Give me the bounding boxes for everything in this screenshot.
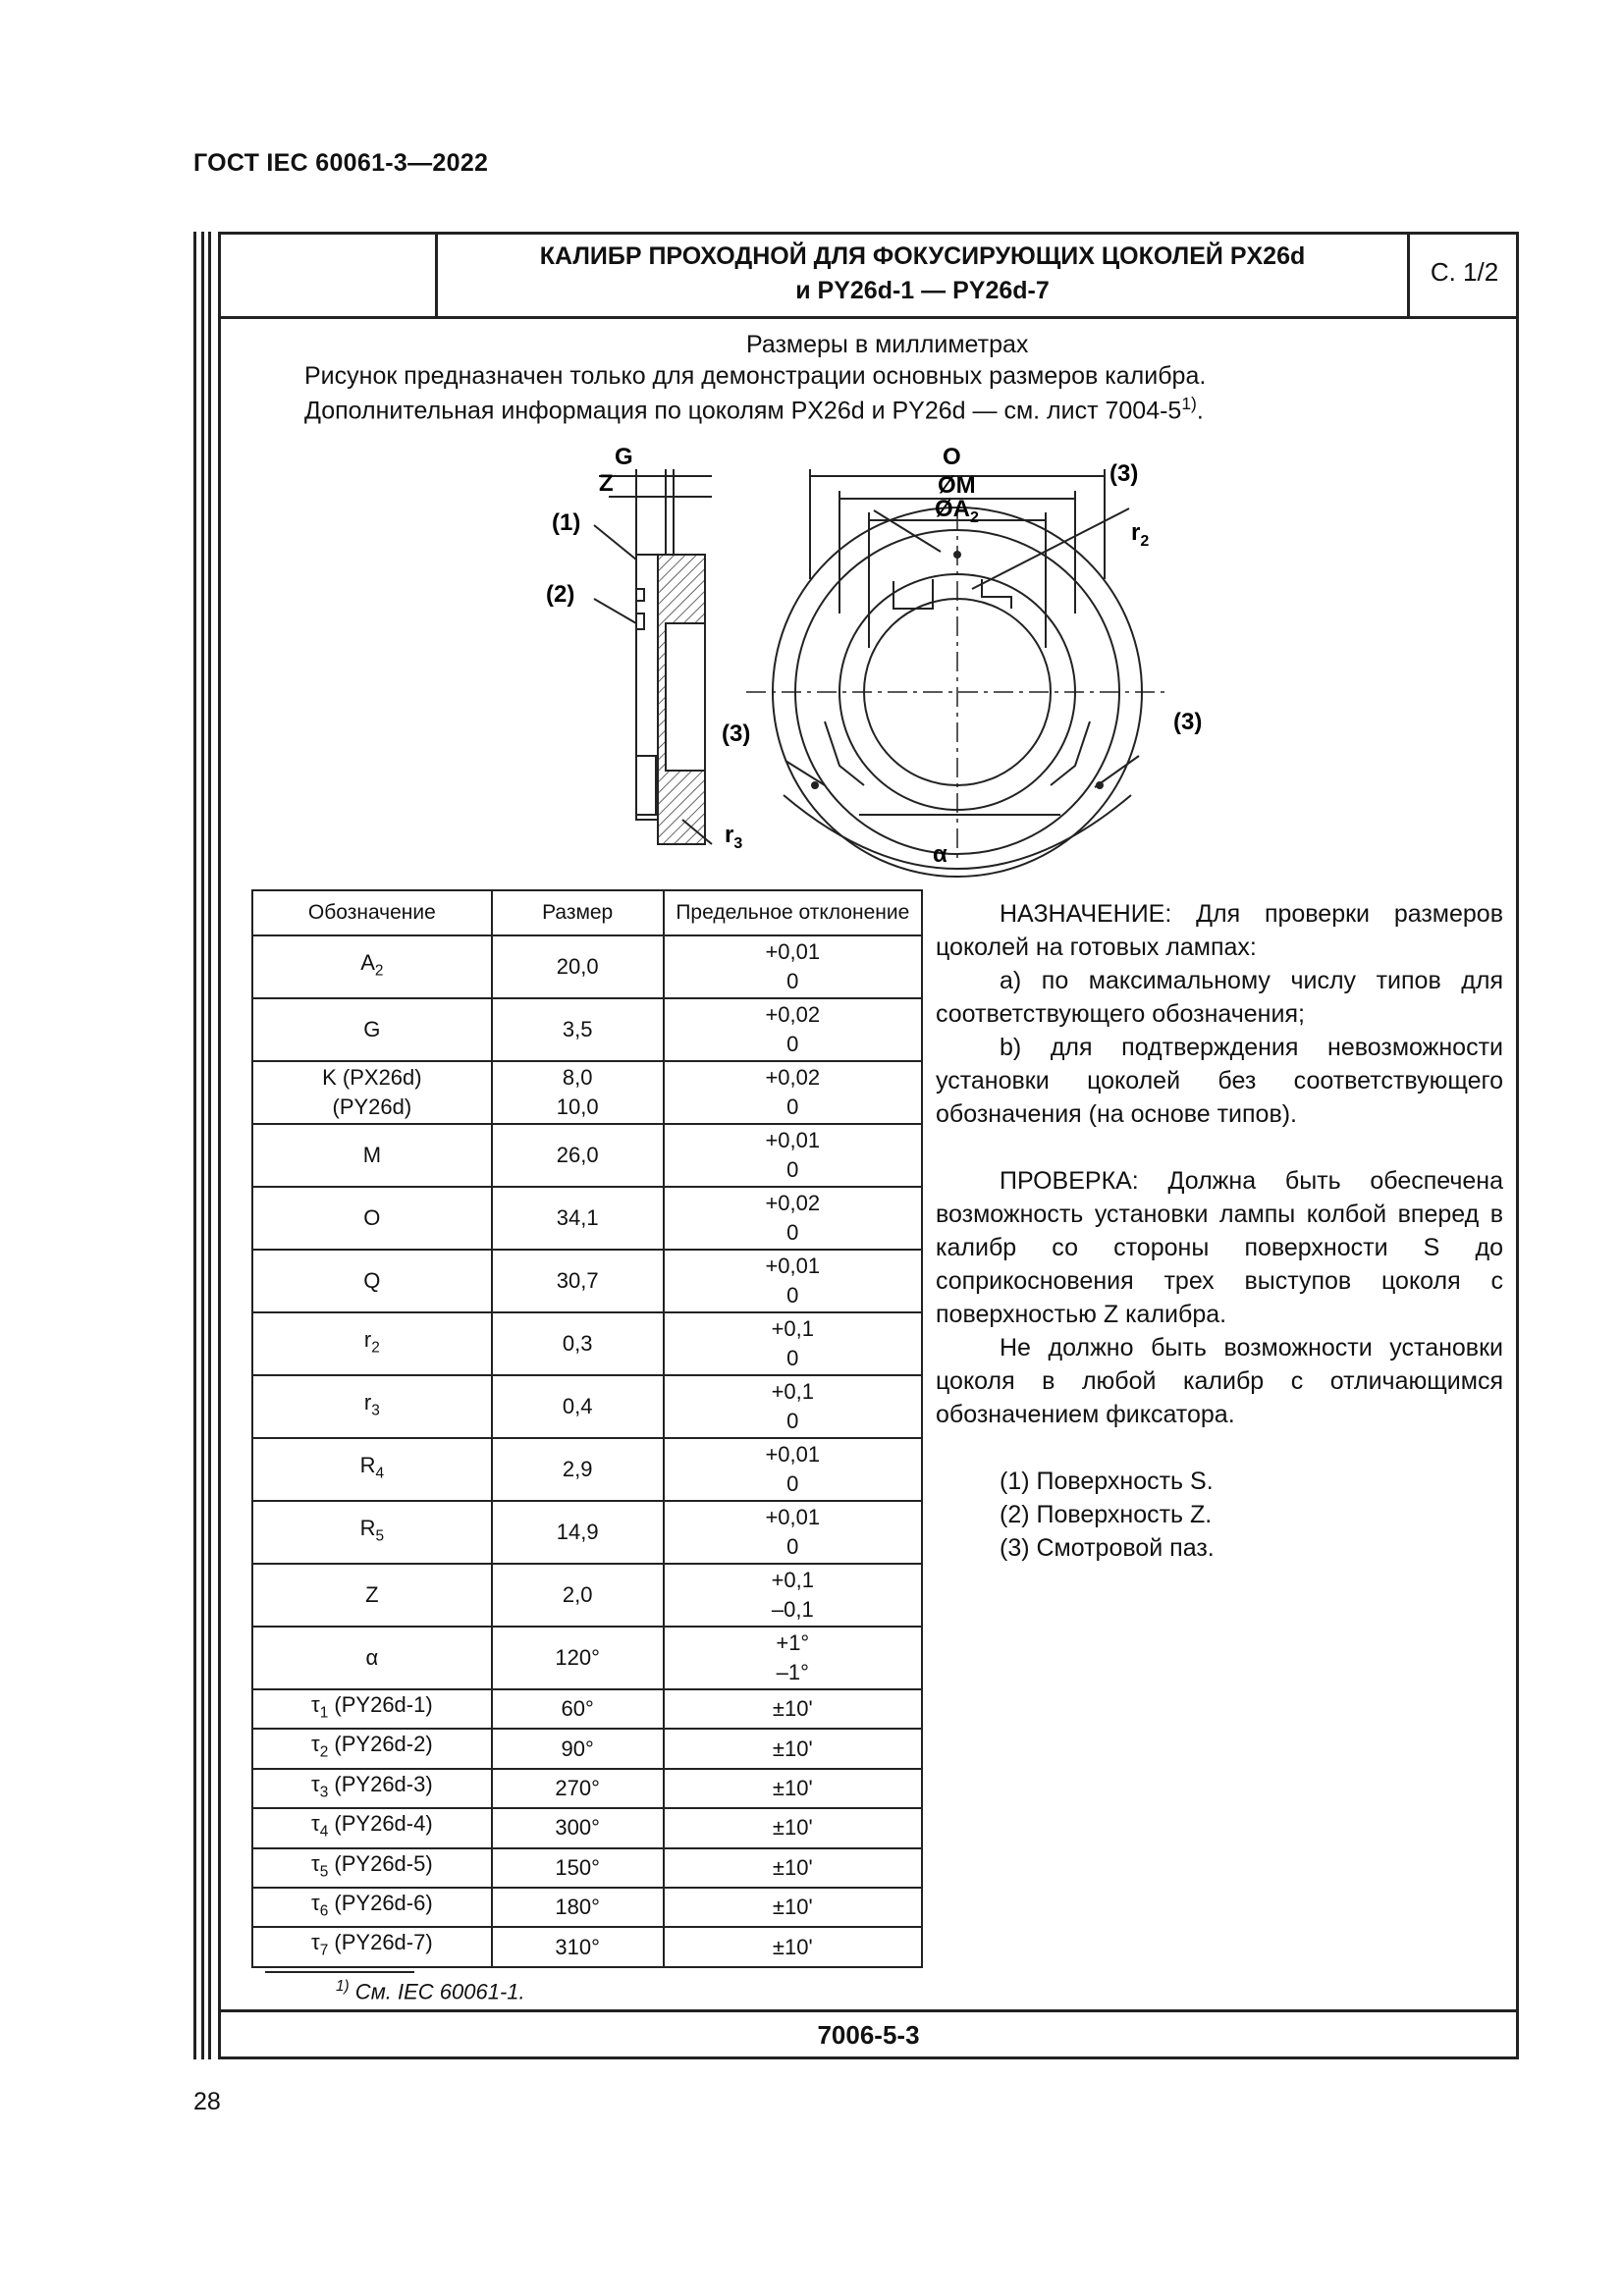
size-cell: 26,0	[492, 1124, 664, 1187]
sheet-page: С. 1/2	[1430, 257, 1499, 287]
label-O: O	[943, 444, 961, 470]
label-Z: Z	[599, 470, 614, 497]
size-cell: 90°	[492, 1729, 664, 1768]
header-divider	[218, 316, 1519, 319]
table-row	[252, 1848, 922, 1888]
side-view	[594, 469, 712, 844]
tolerance-cell: +0,01 0	[664, 1124, 922, 1187]
footnote: $^{1)}$ См. IEC 60061-1.	[336, 1978, 525, 2004]
designation-cell: $\tau_4$ (PY26d-4)	[252, 1808, 492, 1847]
table-row	[252, 1375, 922, 1438]
designation-cell: $\tau_6$ (PY26d-6)	[252, 1888, 492, 1927]
sheet-title-line: и PY26d-1 — PY26d-7	[795, 277, 1050, 304]
tolerance-cell: +0,02 0	[664, 998, 922, 1061]
size-cell: 120°	[492, 1627, 664, 1689]
table-row	[252, 1627, 922, 1689]
footer-divider	[218, 2009, 1519, 2012]
designation-cell: $\tau_2$ (PY26d-2)	[252, 1729, 492, 1768]
label-3: (3)	[1109, 460, 1139, 487]
units-note: Размеры в миллиметрах	[746, 331, 1029, 358]
tolerance-cell: ±10'	[664, 1888, 922, 1927]
designation-cell: $A_2$	[252, 935, 492, 998]
designation-cell: $\tau_7$ (PY26d-7)	[252, 1927, 492, 1966]
label-3: (3)	[1173, 709, 1203, 735]
table-row	[252, 1808, 922, 1847]
table-row	[252, 1312, 922, 1375]
document-title: ГОСТ IEC 60061-3—2022	[193, 149, 489, 177]
designation-cell: $\tau_5$ (PY26d-5)	[252, 1848, 492, 1888]
table-row	[252, 998, 922, 1061]
tolerance-cell: +1° –1°	[664, 1627, 922, 1689]
designation-cell: Z	[252, 1564, 492, 1627]
page-number: 28	[193, 2088, 221, 2115]
size-cell: 150°	[492, 1848, 664, 1888]
intro-line: Дополнительная информация по цоколям PX26d и PY26d — см. лист 7004-5$^{1)}$.	[304, 394, 1204, 425]
size-cell: 300°	[492, 1808, 664, 1847]
col-header: Размер	[492, 890, 664, 935]
table-row	[252, 1438, 922, 1501]
intro-line: Рисунок предназначен только для демонстрации основных размеров калибра.	[304, 362, 1207, 390]
note-item: (2) Поверхность Z.	[1000, 1501, 1213, 1528]
table-row	[252, 1927, 922, 1966]
size-cell: 3,5	[492, 998, 664, 1061]
label-M: ØM	[938, 472, 976, 499]
marker-dot	[1096, 781, 1104, 789]
col-header: Предельное отклонение	[664, 890, 922, 935]
size-cell: 0,3	[492, 1312, 664, 1375]
tolerance-cell: +0,02 0	[664, 1187, 922, 1250]
label-r2: $r_2$	[1131, 519, 1150, 550]
table-row	[252, 1124, 922, 1187]
designation-cell: Q	[252, 1250, 492, 1312]
tolerance-cell: ±10'	[664, 1689, 922, 1729]
table-row	[252, 1187, 922, 1250]
label-A2: $ØA_2$	[935, 496, 979, 526]
col-header: Обозначение	[252, 890, 492, 935]
size-cell: 0,4	[492, 1375, 664, 1438]
sheet-title	[438, 240, 1407, 308]
tolerance-cell: ±10'	[664, 1769, 922, 1808]
margin-rule	[208, 232, 211, 2059]
dimensions-table	[251, 889, 923, 1968]
size-cell: 14,9	[492, 1501, 664, 1564]
tolerance-cell: ±10'	[664, 1729, 922, 1768]
table-row	[252, 1250, 922, 1312]
size-cell: 20,0	[492, 935, 664, 998]
tolerance-cell: +0,01 0	[664, 1438, 922, 1501]
marker-dot	[811, 781, 819, 789]
tolerance-cell: +0,02 0	[664, 1061, 922, 1124]
table-row	[252, 1564, 922, 1627]
size-cell: 2,0	[492, 1564, 664, 1627]
purpose-text	[936, 897, 1503, 1565]
designation-cell: $\tau_3$ (PY26d-3)	[252, 1769, 492, 1808]
tolerance-cell: +0,1 0	[664, 1312, 922, 1375]
label-G: G	[615, 444, 633, 470]
designation-cell: M	[252, 1124, 492, 1187]
margin-rule	[193, 232, 196, 2059]
paragraph: b) для подтверждения невозможности установки цоколей без соответствующего обозначения (на основе типов).	[936, 1034, 1503, 1128]
tolerance-cell: +0,01 0	[664, 1250, 922, 1312]
size-cell: 34,1	[492, 1187, 664, 1250]
size-cell: 8,0 10,0	[492, 1061, 664, 1124]
designation-cell: G	[252, 998, 492, 1061]
designation-cell: $\tau_1$ (PY26d-1)	[252, 1689, 492, 1729]
size-cell: 180°	[492, 1888, 664, 1927]
designation-cell: K (PX26d) (PY26d)	[252, 1061, 492, 1124]
tolerance-cell: +0,01 0	[664, 1501, 922, 1564]
label-1: (1)	[552, 509, 581, 536]
marker-dot	[953, 551, 961, 559]
tolerance-cell: +0,1 0	[664, 1375, 922, 1438]
table-row	[252, 1769, 922, 1808]
note-item: (1) Поверхность S.	[1000, 1468, 1214, 1495]
table-row	[252, 1501, 922, 1564]
margin-rule	[201, 232, 204, 2059]
front-view	[746, 469, 1168, 877]
designation-cell: O	[252, 1187, 492, 1250]
table-row	[252, 1729, 922, 1768]
size-cell: 270°	[492, 1769, 664, 1808]
sheet-code: 7006-5-3	[817, 2020, 920, 2050]
label-r3: $r_3$	[725, 822, 743, 852]
paragraph: ПРОВЕРКА: Должна быть обеспечена возможность установки лампы колбой вперед в калибр со стороны поверхности S до соприкосновения трех выступов цоколя с поверхностью Z калибра.	[936, 1167, 1503, 1328]
gauge-drawing	[530, 432, 1217, 883]
table-row	[252, 1689, 922, 1729]
size-cell: 60°	[492, 1689, 664, 1729]
designation-cell: $r_2$	[252, 1312, 492, 1375]
size-cell: 2,9	[492, 1438, 664, 1501]
table-row	[252, 1061, 922, 1124]
tolerance-cell: +0,1 –0,1	[664, 1564, 922, 1627]
label-alpha: α	[933, 841, 947, 868]
tolerance-cell: ±10'	[664, 1808, 922, 1847]
designation-cell: $r_3$	[252, 1375, 492, 1438]
note-item: (3) Смотровой паз.	[1000, 1534, 1215, 1562]
size-cell: 30,7	[492, 1250, 664, 1312]
size-cell: 310°	[492, 1927, 664, 1966]
footnote-rule	[265, 1971, 414, 1973]
paragraph: НАЗНАЧЕНИЕ: Для проверки размеров цоколей на готовых лампах:	[936, 900, 1503, 961]
label-2: (2)	[546, 581, 575, 608]
paragraph: Не должно быть возможности установки цоколя в любой калибр с отличающимся обозначением фиксатора.	[936, 1334, 1503, 1428]
tolerance-cell: ±10'	[664, 1848, 922, 1888]
label-3: (3)	[722, 721, 751, 747]
designation-cell: $R_4$	[252, 1438, 492, 1501]
designation-cell: $R_5$	[252, 1501, 492, 1564]
sheet-title-line: КАЛИБР ПРОХОДНОЙ ДЛЯ ФОКУСИРУЮЩИХ ЦОКОЛЕЙ PX26d	[539, 242, 1306, 270]
table-row	[252, 1888, 922, 1927]
tolerance-cell: +0,01 0	[664, 935, 922, 998]
table-row	[252, 935, 922, 998]
designation-cell: α	[252, 1627, 492, 1689]
paragraph: а) по максимальному числу типов для соответствующего обозначения;	[936, 967, 1503, 1028]
tolerance-cell: ±10'	[664, 1927, 922, 1966]
